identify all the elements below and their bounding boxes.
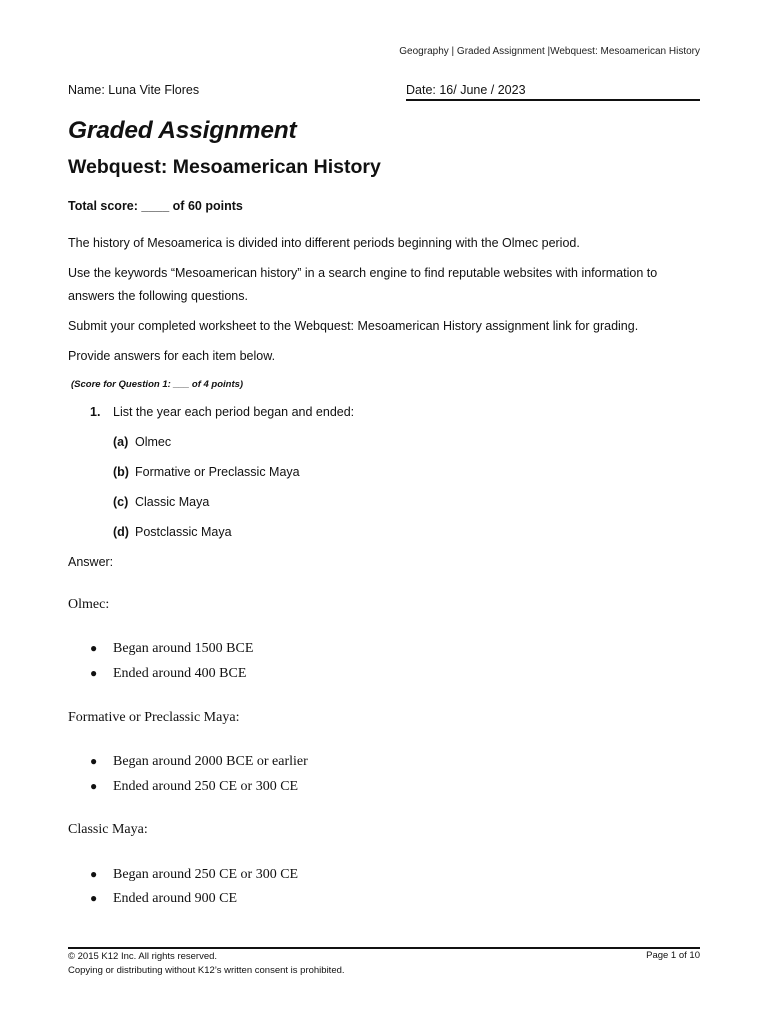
answer-heading: Classic Maya: (68, 822, 148, 837)
item-label: Postclassic Maya (135, 525, 232, 539)
footer-divider (68, 947, 700, 949)
list-item (90, 867, 298, 883)
item-letter: (d) (113, 525, 129, 539)
instruction-paragraph: Provide answers for each item below. (68, 349, 276, 363)
instruction-paragraph: Submit your completed worksheet to the Webquest: Mesoamerican History assignment link for grading. (68, 319, 639, 333)
list-item (90, 754, 308, 770)
question-item (113, 495, 209, 509)
bullet-icon: ● (90, 666, 98, 680)
bullet-text: Began around 250 CE or 300 CE (113, 867, 299, 882)
total-score: Total score: ____ of 60 points (68, 199, 243, 213)
bullet-icon: ● (90, 867, 98, 881)
item-label: Formative or Preclassic Maya (135, 465, 300, 479)
instruction-paragraph: The history of Mesoamerica is divided into different periods beginning with the Olmec period. (68, 236, 580, 250)
bullet-icon: ● (90, 754, 98, 768)
page-number: Page 1 of 10 (646, 950, 700, 961)
bullet-text: Ended around 900 CE (113, 891, 238, 906)
item-label: Olmec (135, 435, 172, 449)
question-text: List the year each period began and ended: (113, 405, 355, 419)
item-letter: (b) (113, 465, 129, 479)
student-name: Name: Luna Vite Flores (68, 83, 200, 97)
question-item (113, 435, 171, 449)
question-item (113, 525, 232, 539)
bullet-icon: ● (90, 779, 98, 793)
copyright-notice: Copying or distributing without K12’s written consent is prohibited. (68, 965, 345, 976)
bullet-icon: ● (90, 891, 98, 905)
header-breadcrumb: Geography | Graded Assignment |Webquest: Mesoamerican History (399, 46, 700, 57)
bullet-text: Ended around 400 BCE (113, 666, 247, 681)
bullet-text: Ended around 250 CE or 300 CE (113, 779, 299, 794)
bullet-text: Began around 2000 BCE or earlier (113, 754, 308, 769)
list-item (90, 891, 237, 907)
item-label: Classic Maya (135, 495, 210, 509)
question-number: 1. (90, 405, 101, 419)
item-letter: (c) (113, 495, 129, 509)
list-item (90, 641, 253, 657)
copyright-text: © 2015 K12 Inc. All rights reserved. (68, 951, 218, 962)
page-subtitle: Webquest: Mesoamerican History (68, 156, 381, 178)
footer-copyright (68, 950, 345, 978)
assignment-date: Date: 16/ June / 2023 (406, 83, 700, 101)
list-item (90, 666, 246, 682)
instruction-paragraph: Use the keywords “Mesoamerican history” in a search engine to find reputable websites with information to answers the following questions. (68, 266, 658, 303)
answer-label: Answer: (68, 555, 114, 569)
answer-heading: Formative or Preclassic Maya: (68, 710, 240, 725)
list-item (90, 779, 298, 795)
bullet-text: Began around 1500 BCE (113, 641, 254, 656)
page-title: Graded Assignment (68, 117, 297, 144)
question-score: (Score for Question 1: ___ of 4 points) (71, 379, 244, 390)
answer-heading: Olmec: (68, 597, 110, 612)
question-item (113, 465, 300, 479)
bullet-icon: ● (90, 641, 98, 655)
item-letter: (a) (113, 435, 129, 449)
